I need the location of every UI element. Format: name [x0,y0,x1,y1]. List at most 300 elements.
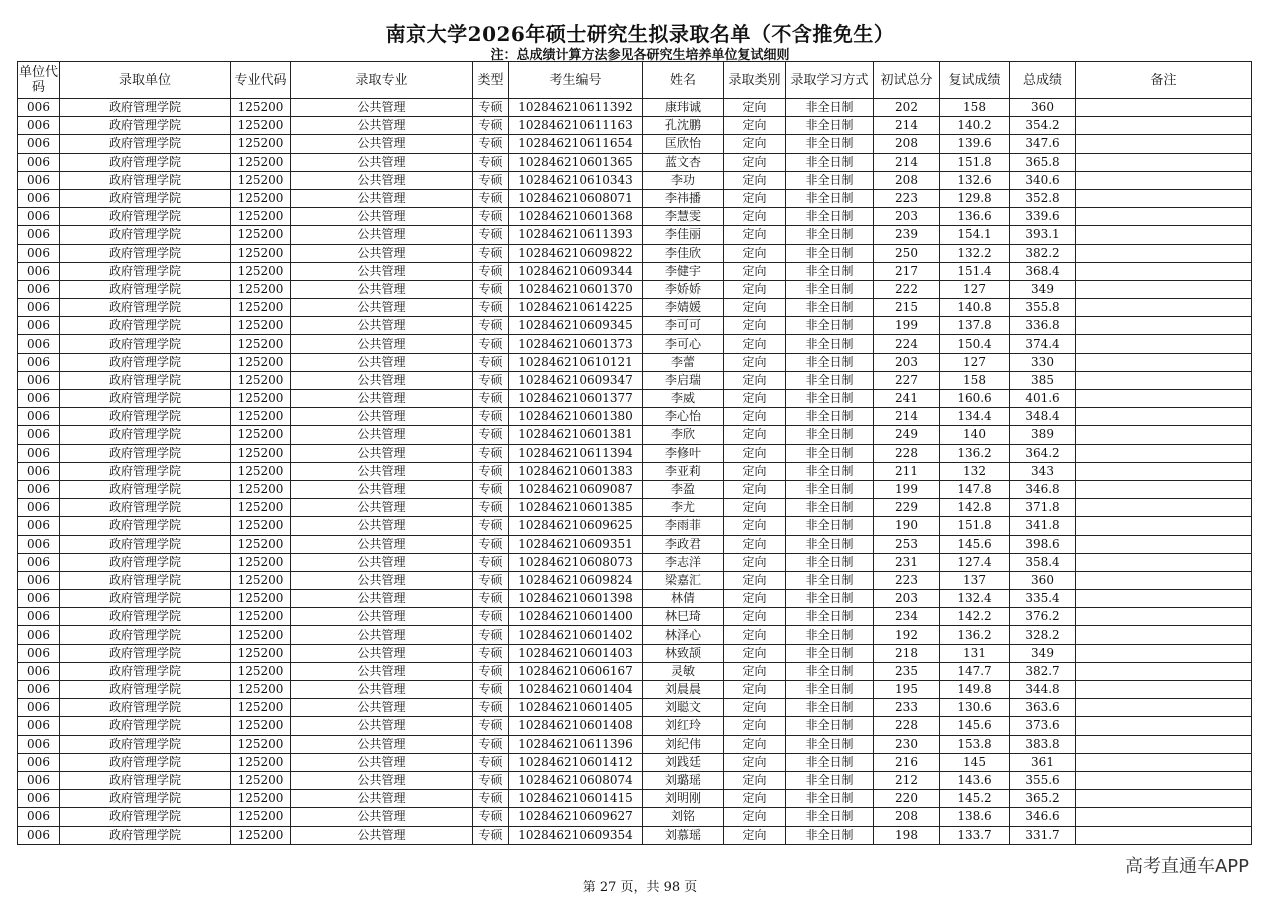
table-cell-admission-category: 定向 [724,480,786,498]
table-cell-admission-unit: 政府管理学院 [60,699,231,717]
table-cell-admission-unit: 政府管理学院 [60,499,231,517]
table-cell-type: 专硕 [473,644,509,662]
table-cell-retest-score: 134.4 [940,408,1010,426]
table-cell-study-mode: 非全日制 [786,590,874,608]
table-cell-remarks [1076,826,1252,844]
table-cell-total-score: 354.2 [1010,117,1076,135]
table-cell-candidate-id: 102846210601403 [509,644,643,662]
table-cell-candidate-id: 102846210609087 [509,480,643,498]
table-cell-prelim-score: 190 [874,517,940,535]
table-cell-major-code: 125200 [231,462,291,480]
table-cell-remarks [1076,371,1252,389]
table-cell-total-score: 364.2 [1010,444,1076,462]
table-row [18,171,1252,189]
table-cell-unit-code: 006 [18,408,60,426]
table-cell-name: 李亚莉 [643,462,724,480]
table-cell-retest-score: 151.8 [940,153,1010,171]
table-cell-admission-category: 定向 [724,790,786,808]
table-cell-admission-major: 公共管理 [291,699,473,717]
table-cell-total-score: 336.8 [1010,317,1076,335]
table-cell-admission-unit: 政府管理学院 [60,462,231,480]
table-row [18,135,1252,153]
table-row [18,517,1252,535]
table-cell-prelim-score: 214 [874,117,940,135]
table-row [18,499,1252,517]
table-cell-prelim-score: 208 [874,171,940,189]
table-cell-type: 专硕 [473,535,509,553]
table-cell-total-score: 374.4 [1010,335,1076,353]
table-cell-unit-code: 006 [18,462,60,480]
table-cell-unit-code: 006 [18,244,60,262]
table-cell-study-mode: 非全日制 [786,517,874,535]
table-cell-study-mode: 非全日制 [786,444,874,462]
table-header-row [18,62,1252,99]
table-cell-type: 专硕 [473,117,509,135]
table-cell-major-code: 125200 [231,262,291,280]
table-cell-unit-code: 006 [18,681,60,699]
table-cell-prelim-score: 199 [874,317,940,335]
table-cell-study-mode: 非全日制 [786,299,874,317]
table-cell-total-score: 360 [1010,99,1076,117]
table-cell-study-mode: 非全日制 [786,662,874,680]
table-cell-name: 林巳琦 [643,608,724,626]
table-row [18,808,1252,826]
table-cell-admission-unit: 政府管理学院 [60,771,231,789]
table-cell-major-code: 125200 [231,480,291,498]
table-cell-admission-major: 公共管理 [291,317,473,335]
table-row [18,662,1252,680]
table-cell-admission-major: 公共管理 [291,335,473,353]
table-cell-total-score: 398.6 [1010,535,1076,553]
table-cell-admission-category: 定向 [724,408,786,426]
table-cell-major-code: 125200 [231,371,291,389]
table-cell-admission-major: 公共管理 [291,153,473,171]
table-cell-unit-code: 006 [18,117,60,135]
table-cell-unit-code: 006 [18,717,60,735]
table-cell-retest-score: 145.2 [940,790,1010,808]
table-cell-major-code: 125200 [231,608,291,626]
table-cell-admission-major: 公共管理 [291,117,473,135]
table-cell-admission-category: 定向 [724,444,786,462]
table-cell-major-code: 125200 [231,681,291,699]
table-cell-candidate-id: 102846210610343 [509,171,643,189]
table-cell-admission-major: 公共管理 [291,662,473,680]
table-cell-candidate-id: 102846210601404 [509,681,643,699]
table-cell-name: 梁嘉汇 [643,571,724,589]
table-cell-name: 李雨菲 [643,517,724,535]
table-cell-admission-category: 定向 [724,226,786,244]
table-cell-name: 李娇娇 [643,280,724,298]
table-cell-retest-score: 153.8 [940,735,1010,753]
table-cell-remarks [1076,226,1252,244]
table-cell-admission-major: 公共管理 [291,462,473,480]
table-cell-remarks [1076,99,1252,117]
table-cell-major-code: 125200 [231,662,291,680]
table-cell-type: 专硕 [473,753,509,771]
column-header-total-score: 总成绩 [1010,62,1076,99]
table-cell-type: 专硕 [473,717,509,735]
table-cell-candidate-id: 102846210608074 [509,771,643,789]
table-cell-study-mode: 非全日制 [786,699,874,717]
table-cell-total-score: 348.4 [1010,408,1076,426]
table-cell-remarks [1076,426,1252,444]
table-cell-unit-code: 006 [18,662,60,680]
table-cell-unit-code: 006 [18,390,60,408]
column-header-admission-category: 录取类别 [724,62,786,99]
table-cell-name: 刘铭 [643,808,724,826]
column-header-remarks: 备注 [1076,62,1252,99]
table-cell-study-mode: 非全日制 [786,208,874,226]
table-cell-major-code: 125200 [231,244,291,262]
table-cell-admission-major: 公共管理 [291,644,473,662]
table-cell-remarks [1076,626,1252,644]
table-cell-admission-unit: 政府管理学院 [60,644,231,662]
table-cell-retest-score: 154.1 [940,226,1010,244]
table-cell-study-mode: 非全日制 [786,608,874,626]
table-cell-major-code: 125200 [231,590,291,608]
table-row [18,353,1252,371]
table-cell-unit-code: 006 [18,626,60,644]
table-cell-major-code: 125200 [231,299,291,317]
table-cell-unit-code: 006 [18,371,60,389]
table-cell-study-mode: 非全日制 [786,280,874,298]
table-cell-admission-unit: 政府管理学院 [60,517,231,535]
table-cell-major-code: 125200 [231,699,291,717]
table-cell-admission-major: 公共管理 [291,808,473,826]
table-cell-candidate-id: 102846210601377 [509,390,643,408]
table-cell-retest-score: 127.4 [940,553,1010,571]
table-cell-candidate-id: 102846210601365 [509,153,643,171]
table-cell-admission-major: 公共管理 [291,226,473,244]
table-cell-retest-score: 131 [940,644,1010,662]
table-cell-prelim-score: 199 [874,480,940,498]
table-cell-prelim-score: 195 [874,681,940,699]
table-row [18,699,1252,717]
table-row [18,590,1252,608]
table-cell-name: 蓝文杏 [643,153,724,171]
table-cell-type: 专硕 [473,553,509,571]
table-cell-admission-unit: 政府管理学院 [60,681,231,699]
table-cell-unit-code: 006 [18,444,60,462]
table-cell-candidate-id: 102846210601383 [509,462,643,480]
table-cell-study-mode: 非全日制 [786,226,874,244]
table-cell-remarks [1076,517,1252,535]
table-cell-name: 李健宇 [643,262,724,280]
table-cell-retest-score: 132.6 [940,171,1010,189]
table-cell-admission-major: 公共管理 [291,826,473,844]
table-row [18,189,1252,207]
table-cell-total-score: 373.6 [1010,717,1076,735]
table-cell-admission-unit: 政府管理学院 [60,426,231,444]
table-cell-major-code: 125200 [231,717,291,735]
table-row [18,735,1252,753]
table-cell-candidate-id: 102846210601408 [509,717,643,735]
table-cell-total-score: 360 [1010,571,1076,589]
table-cell-major-code: 125200 [231,171,291,189]
table-cell-admission-category: 定向 [724,644,786,662]
table-cell-major-code: 125200 [231,426,291,444]
table-cell-major-code: 125200 [231,189,291,207]
table-cell-admission-unit: 政府管理学院 [60,153,231,171]
table-cell-prelim-score: 230 [874,735,940,753]
table-cell-admission-category: 定向 [724,553,786,571]
table-cell-prelim-score: 215 [874,299,940,317]
table-cell-type: 专硕 [473,390,509,408]
table-cell-admission-unit: 政府管理学院 [60,99,231,117]
table-row [18,826,1252,844]
table-cell-admission-major: 公共管理 [291,426,473,444]
table-row [18,426,1252,444]
table-cell-admission-unit: 政府管理学院 [60,717,231,735]
table-cell-candidate-id: 102846210606167 [509,662,643,680]
table-cell-total-score: 341.8 [1010,517,1076,535]
table-cell-remarks [1076,590,1252,608]
table-cell-study-mode: 非全日制 [786,499,874,517]
table-cell-candidate-id: 102846210611396 [509,735,643,753]
table-cell-candidate-id: 102846210609625 [509,517,643,535]
table-cell-retest-score: 147.7 [940,662,1010,680]
table-cell-retest-score: 150.4 [940,335,1010,353]
table-cell-major-code: 125200 [231,317,291,335]
table-cell-prelim-score: 228 [874,444,940,462]
table-cell-retest-score: 129.8 [940,189,1010,207]
table-cell-admission-category: 定向 [724,535,786,553]
table-cell-admission-major: 公共管理 [291,371,473,389]
table-cell-major-code: 125200 [231,226,291,244]
table-cell-admission-major: 公共管理 [291,99,473,117]
table-cell-name: 李志洋 [643,553,724,571]
table-cell-major-code: 125200 [231,553,291,571]
table-cell-type: 专硕 [473,426,509,444]
table-cell-unit-code: 006 [18,280,60,298]
table-cell-admission-category: 定向 [724,826,786,844]
table-cell-type: 专硕 [473,517,509,535]
column-header-retest-score: 复试成绩 [940,62,1010,99]
table-cell-admission-unit: 政府管理学院 [60,317,231,335]
table-cell-unit-code: 006 [18,735,60,753]
table-cell-admission-major: 公共管理 [291,262,473,280]
table-cell-candidate-id: 102846210608073 [509,553,643,571]
table-row [18,571,1252,589]
table-cell-type: 专硕 [473,444,509,462]
table-cell-type: 专硕 [473,299,509,317]
table-cell-remarks [1076,608,1252,626]
table-cell-admission-major: 公共管理 [291,535,473,553]
table-cell-admission-unit: 政府管理学院 [60,571,231,589]
table-cell-candidate-id: 102846210601405 [509,699,643,717]
table-cell-prelim-score: 214 [874,153,940,171]
table-cell-study-mode: 非全日制 [786,826,874,844]
table-row [18,153,1252,171]
table-row [18,244,1252,262]
table-cell-admission-category: 定向 [724,99,786,117]
table-cell-total-score: 382.2 [1010,244,1076,262]
table-cell-admission-category: 定向 [724,317,786,335]
table-cell-prelim-score: 249 [874,426,940,444]
table-cell-type: 专硕 [473,99,509,117]
table-cell-retest-score: 145.6 [940,535,1010,553]
table-cell-admission-category: 定向 [724,280,786,298]
table-cell-total-score: 340.6 [1010,171,1076,189]
table-cell-study-mode: 非全日制 [786,735,874,753]
table-cell-admission-category: 定向 [724,571,786,589]
table-cell-candidate-id: 102846210611654 [509,135,643,153]
table-cell-total-score: 385 [1010,371,1076,389]
table-cell-admission-unit: 政府管理学院 [60,189,231,207]
table-cell-admission-category: 定向 [724,335,786,353]
table-cell-remarks [1076,353,1252,371]
table-cell-remarks [1076,771,1252,789]
table-cell-admission-category: 定向 [724,299,786,317]
table-cell-admission-major: 公共管理 [291,735,473,753]
table-cell-type: 专硕 [473,790,509,808]
table-cell-major-code: 125200 [231,735,291,753]
table-cell-remarks [1076,135,1252,153]
table-cell-name: 李蕾 [643,353,724,371]
table-cell-remarks [1076,644,1252,662]
table-cell-total-score: 376.2 [1010,608,1076,626]
table-cell-total-score: 383.8 [1010,735,1076,753]
table-cell-candidate-id: 102846210601385 [509,499,643,517]
table-cell-retest-score: 158 [940,371,1010,389]
table-cell-retest-score: 136.2 [940,444,1010,462]
document-title: 南京大学2026年硕士研究生拟录取名单（不含推免生） [385,22,895,46]
table-cell-candidate-id: 102846210601368 [509,208,643,226]
table-cell-admission-unit: 政府管理学院 [60,735,231,753]
table-cell-study-mode: 非全日制 [786,244,874,262]
table-cell-admission-unit: 政府管理学院 [60,208,231,226]
table-cell-remarks [1076,681,1252,699]
table-cell-retest-score: 138.6 [940,808,1010,826]
table-cell-unit-code: 006 [18,826,60,844]
table-row [18,553,1252,571]
table-cell-admission-category: 定向 [724,153,786,171]
table-cell-admission-major: 公共管理 [291,790,473,808]
table-cell-prelim-score: 253 [874,535,940,553]
table-row [18,608,1252,626]
table-cell-prelim-score: 203 [874,590,940,608]
table-cell-unit-code: 006 [18,189,60,207]
table-cell-unit-code: 006 [18,135,60,153]
table-cell-name: 李慧雯 [643,208,724,226]
table-cell-remarks [1076,662,1252,680]
table-cell-admission-major: 公共管理 [291,189,473,207]
table-cell-admission-major: 公共管理 [291,608,473,626]
table-cell-total-score: 368.4 [1010,262,1076,280]
table-cell-total-score: 393.1 [1010,226,1076,244]
table-cell-admission-unit: 政府管理学院 [60,371,231,389]
table-cell-admission-unit: 政府管理学院 [60,480,231,498]
table-cell-type: 专硕 [473,626,509,644]
table-cell-type: 专硕 [473,208,509,226]
table-cell-type: 专硕 [473,171,509,189]
table-cell-total-score: 346.8 [1010,480,1076,498]
table-cell-retest-score: 140 [940,426,1010,444]
table-cell-admission-unit: 政府管理学院 [60,662,231,680]
table-cell-name: 刘璐瑶 [643,771,724,789]
table-cell-total-score: 346.6 [1010,808,1076,826]
table-cell-unit-code: 006 [18,353,60,371]
table-cell-total-score: 365.8 [1010,153,1076,171]
table-cell-unit-code: 006 [18,608,60,626]
table-cell-admission-category: 定向 [724,517,786,535]
table-cell-type: 专硕 [473,681,509,699]
table-body [18,99,1252,845]
table-row [18,790,1252,808]
table-cell-study-mode: 非全日制 [786,99,874,117]
table-cell-candidate-id: 102846210609627 [509,808,643,826]
table-cell-remarks [1076,244,1252,262]
table-cell-total-score: 339.6 [1010,208,1076,226]
table-cell-admission-category: 定向 [724,426,786,444]
table-cell-admission-major: 公共管理 [291,553,473,571]
table-cell-major-code: 125200 [231,353,291,371]
table-cell-study-mode: 非全日制 [786,644,874,662]
table-cell-remarks [1076,790,1252,808]
table-cell-major-code: 125200 [231,644,291,662]
table-cell-unit-code: 006 [18,262,60,280]
table-cell-remarks [1076,462,1252,480]
document-note: 注：总成绩计算方法参见各研究生培养单位复试细则 [490,48,790,63]
table-cell-admission-category: 定向 [724,371,786,389]
table-cell-total-score: 349 [1010,280,1076,298]
watermark: 高考直通车APP [1124,856,1249,877]
table-cell-remarks [1076,699,1252,717]
table-cell-admission-category: 定向 [724,753,786,771]
table-cell-total-score: 330 [1010,353,1076,371]
table-cell-major-code: 125200 [231,571,291,589]
table-cell-admission-unit: 政府管理学院 [60,408,231,426]
table-cell-remarks [1076,189,1252,207]
table-cell-remarks [1076,117,1252,135]
table-cell-major-code: 125200 [231,99,291,117]
table-cell-admission-unit: 政府管理学院 [60,444,231,462]
table-cell-total-score: 401.6 [1010,390,1076,408]
table-cell-remarks [1076,153,1252,171]
table-cell-retest-score: 160.6 [940,390,1010,408]
table-cell-name: 孔沈鹏 [643,117,724,135]
table-cell-major-code: 125200 [231,626,291,644]
table-cell-admission-category: 定向 [724,662,786,680]
table-cell-retest-score: 151.4 [940,262,1010,280]
table-row [18,626,1252,644]
table-cell-total-score: 389 [1010,426,1076,444]
table-cell-admission-major: 公共管理 [291,626,473,644]
table-cell-candidate-id: 102846210609822 [509,244,643,262]
table-cell-admission-major: 公共管理 [291,590,473,608]
table-cell-admission-category: 定向 [724,608,786,626]
table-cell-admission-category: 定向 [724,117,786,135]
table-cell-type: 专硕 [473,608,509,626]
table-cell-admission-major: 公共管理 [291,717,473,735]
table-row [18,280,1252,298]
table-row [18,408,1252,426]
table-cell-candidate-id: 102846210609351 [509,535,643,553]
table-cell-candidate-id: 102846210609354 [509,826,643,844]
table-cell-total-score: 349 [1010,644,1076,662]
table-cell-retest-score: 137 [940,571,1010,589]
table-cell-retest-score: 145.6 [940,717,1010,735]
table-row [18,444,1252,462]
table-cell-type: 专硕 [473,280,509,298]
table-cell-total-score: 382.7 [1010,662,1076,680]
table-row [18,226,1252,244]
table-cell-admission-major: 公共管理 [291,353,473,371]
table-cell-total-score: 343 [1010,462,1076,480]
table-cell-study-mode: 非全日制 [786,135,874,153]
table-cell-candidate-id: 102846210609345 [509,317,643,335]
table-cell-name: 李佳丽 [643,226,724,244]
